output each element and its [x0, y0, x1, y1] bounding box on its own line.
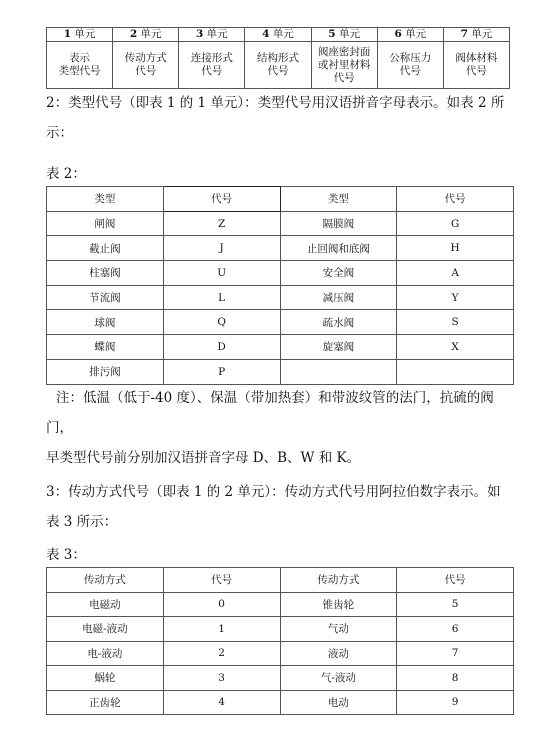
cell [280, 359, 397, 384]
header-type-1: 类型 [47, 187, 164, 212]
cell: U [163, 261, 280, 286]
header-code-1: 代号 [163, 568, 280, 593]
cell: 球阀 [47, 310, 164, 335]
cell: 蜗轮 [47, 666, 164, 691]
cell: 6 [397, 617, 514, 642]
header-drive-2: 传动方式 [280, 568, 397, 593]
cell: 截止阀 [47, 236, 164, 261]
table-row [47, 310, 514, 335]
table2-label: 表 2： [46, 166, 86, 182]
cell: 节流阀 [47, 285, 164, 310]
cell: 安全阀 [280, 261, 397, 286]
table-row [47, 285, 514, 310]
cell: D [163, 335, 280, 360]
unit-meaning-2: 传动方式 代号 [113, 42, 179, 89]
unit-header-5: 5 单元 [311, 28, 377, 42]
drive-mode-code-table [46, 567, 514, 715]
drive-code-paragraph [46, 477, 516, 537]
note-line-2: 早类型代号前分别加汉语拼音字母 D、B、W 和 K。 [46, 450, 361, 466]
header-code-2: 代号 [397, 568, 514, 593]
cell: 疏水阀 [280, 310, 397, 335]
table-row [47, 592, 514, 617]
table-row [47, 359, 514, 384]
unit-header-1: 1 单元 [47, 28, 113, 42]
cell: 电磁-液动 [47, 617, 164, 642]
table-header-row [47, 568, 514, 593]
cell: 9 [397, 690, 514, 715]
type-code-paragraph [46, 88, 516, 148]
cell: Y [397, 285, 514, 310]
note-line-1: 注：低温（低于-40 度）、保温（带加热套）和带波纹管的法门，抗硫的阀门， [46, 390, 494, 436]
unit-meaning-row [47, 42, 510, 89]
cell: X [397, 335, 514, 360]
unit-meaning-6: 公称压力 代号 [377, 42, 443, 89]
drive-code-line-2: 表 3 所示： [46, 514, 118, 530]
unit-meaning-5: 阀座密封面 或衬里材料 代号 [311, 42, 377, 89]
type-code-line-2: 示： [46, 125, 73, 141]
cell: 正齿轮 [47, 690, 164, 715]
unit-meaning-7: 阀体材料 代号 [443, 42, 509, 89]
cell: 电-液动 [47, 641, 164, 666]
drive-code-line-1: 3：传动方式代号（即表 1 的 2 单元）：传动方式代号用阿拉伯数字表示。如 [46, 484, 501, 500]
cell: P [163, 359, 280, 384]
cell: 5 [397, 592, 514, 617]
valve-type-code-table [46, 186, 514, 385]
table-row [47, 690, 514, 715]
cell: 隔膜阀 [280, 211, 397, 236]
cell: 柱塞阀 [47, 261, 164, 286]
cell: Q [163, 310, 280, 335]
cell [397, 359, 514, 384]
unit-header-2: 2 单元 [113, 28, 179, 42]
table-row [47, 236, 514, 261]
unit-meaning-1: 表示 类型代号 [47, 42, 113, 89]
cell: 8 [397, 666, 514, 691]
header-code-2: 代号 [397, 187, 514, 212]
header-drive-1: 传动方式 [47, 568, 164, 593]
table-row [47, 335, 514, 360]
table-row [47, 666, 514, 691]
unit-header-4: 4 单元 [245, 28, 311, 42]
header-type-2: 类型 [280, 187, 397, 212]
unit-meaning-4: 结构形式 代号 [245, 42, 311, 89]
table3-label: 表 3： [46, 547, 86, 563]
type-code-line-1: 2：类型代号（即表 1 的 1 单元）：类型代号用汉语拼音字母表示。如表 2 所 [46, 95, 505, 111]
cell: 气-液动 [280, 666, 397, 691]
cell: 闸阀 [47, 211, 164, 236]
table-header-row [47, 187, 514, 212]
cell: 7 [397, 641, 514, 666]
cell: 液动 [280, 641, 397, 666]
cell: G [397, 211, 514, 236]
cell: 减压阀 [280, 285, 397, 310]
cell: J [163, 236, 280, 261]
unit-header-row [47, 28, 510, 42]
unit-header-6: 6 单元 [377, 28, 443, 42]
cell: 止回阀和底阀 [280, 236, 397, 261]
cell: 3 [163, 666, 280, 691]
cell: 0 [163, 592, 280, 617]
cell: S [397, 310, 514, 335]
cell: H [397, 236, 514, 261]
cell: A [397, 261, 514, 286]
unit-header-7: 7 单元 [443, 28, 509, 42]
cell: 电动 [280, 690, 397, 715]
unit-meaning-3: 连接形式 代号 [179, 42, 245, 89]
table-row [47, 617, 514, 642]
unit-structure-table [46, 27, 510, 89]
table-row [47, 211, 514, 236]
cell: Z [163, 211, 280, 236]
header-code-1[interactable]: 代号 [163, 187, 280, 212]
cell: 排污阀 [47, 359, 164, 384]
unit-header-3: 3 单元 [179, 28, 245, 42]
cell: 电磁动 [47, 592, 164, 617]
cell: 2 [163, 641, 280, 666]
cell: 锥齿轮 [280, 592, 397, 617]
note-paragraph [46, 383, 516, 473]
cell: 1 [163, 617, 280, 642]
cell: 旋塞阀 [280, 335, 397, 360]
table-row [47, 641, 514, 666]
cell: L [163, 285, 280, 310]
cell: 气动 [280, 617, 397, 642]
table-row [47, 261, 514, 286]
cell: 蝶阀 [47, 335, 164, 360]
cell: 4 [163, 690, 280, 715]
